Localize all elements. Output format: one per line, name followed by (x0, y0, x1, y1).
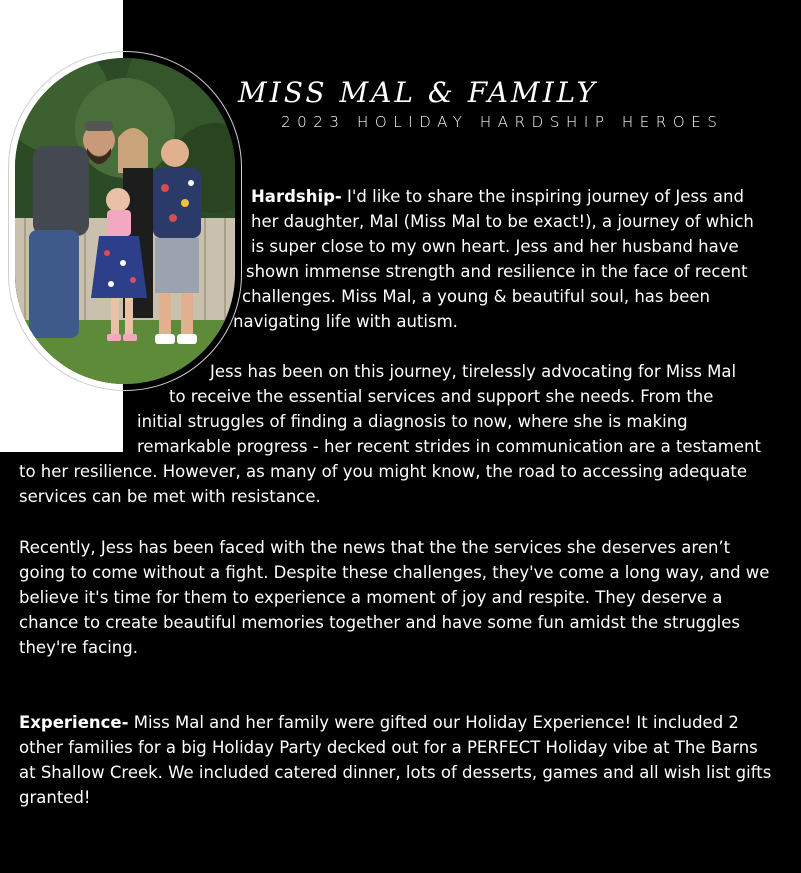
experience-label: Experience- (19, 713, 129, 732)
recently-line-1: Recently, Jess has been faced with the news that the the services she deserves aren’t (19, 538, 731, 557)
experience-line-4: granted! (19, 788, 91, 807)
journey-line-1: Jess has been on this journey, tirelessly advocating for Miss Mal (210, 362, 737, 381)
hardship-line-6: navigating life with autism. (233, 312, 458, 331)
experience-line-1 (19, 710, 739, 735)
page-title: MISS MAL & FAMILY (238, 76, 598, 109)
hardship-line-2: her daughter, Mal (Miss Mal to be exact!), a journey of which (251, 212, 754, 231)
recently-line-3: believe it's time for them to experience a moment of joy and respite. They deserve a (19, 588, 723, 607)
journey-line-4: remarkable progress - her recent strides in communication are a testament (137, 437, 761, 456)
hardship-line-1 (251, 184, 744, 209)
journey-line-3: initial struggles of finding a diagnosis to now, where she is making (137, 412, 688, 431)
family-photo-illustration (15, 58, 235, 384)
hardship-line-3: is super close to my own heart. Jess and her husband have (251, 237, 739, 256)
journey-line-5: to her resilience. However, as many of you might know, the road to accessing adequate (19, 462, 747, 481)
recently-line-4: chance to create beautiful memories together and have some fun amidst the struggles (19, 613, 740, 632)
recently-line-2: going to come without a fight. Despite these challenges, they've come a long way, and we (19, 563, 770, 582)
journey-line-2: to receive the essential services and support she needs. From the (169, 387, 714, 406)
hardship-label: Hardship- (251, 187, 342, 206)
family-photo (15, 58, 235, 384)
hardship-line-1-text: I'd like to share the inspiring journey of Jess and (341, 187, 744, 206)
recently-line-5: they're facing. (19, 638, 138, 657)
hardship-line-4: shown immense strength and resilience in the face of recent (246, 262, 748, 281)
experience-line-1-text: Miss Mal and her family were gifted our Holiday Experience! It included 2 (128, 713, 739, 732)
experience-line-2: other families for a big Holiday Party decked out for a PERFECT Holiday vibe at The Barns (19, 738, 758, 757)
page-subtitle: 2023 HOLIDAY HARDSHIP HEROES (281, 113, 724, 131)
hardship-line-5: challenges. Miss Mal, a young & beautiful soul, has been (242, 287, 710, 306)
journey-line-6: services can be met with resistance. (19, 487, 321, 506)
experience-line-3: at Shallow Creek. We included catered dinner, lots of desserts, games and all wish list gifts (19, 763, 772, 782)
